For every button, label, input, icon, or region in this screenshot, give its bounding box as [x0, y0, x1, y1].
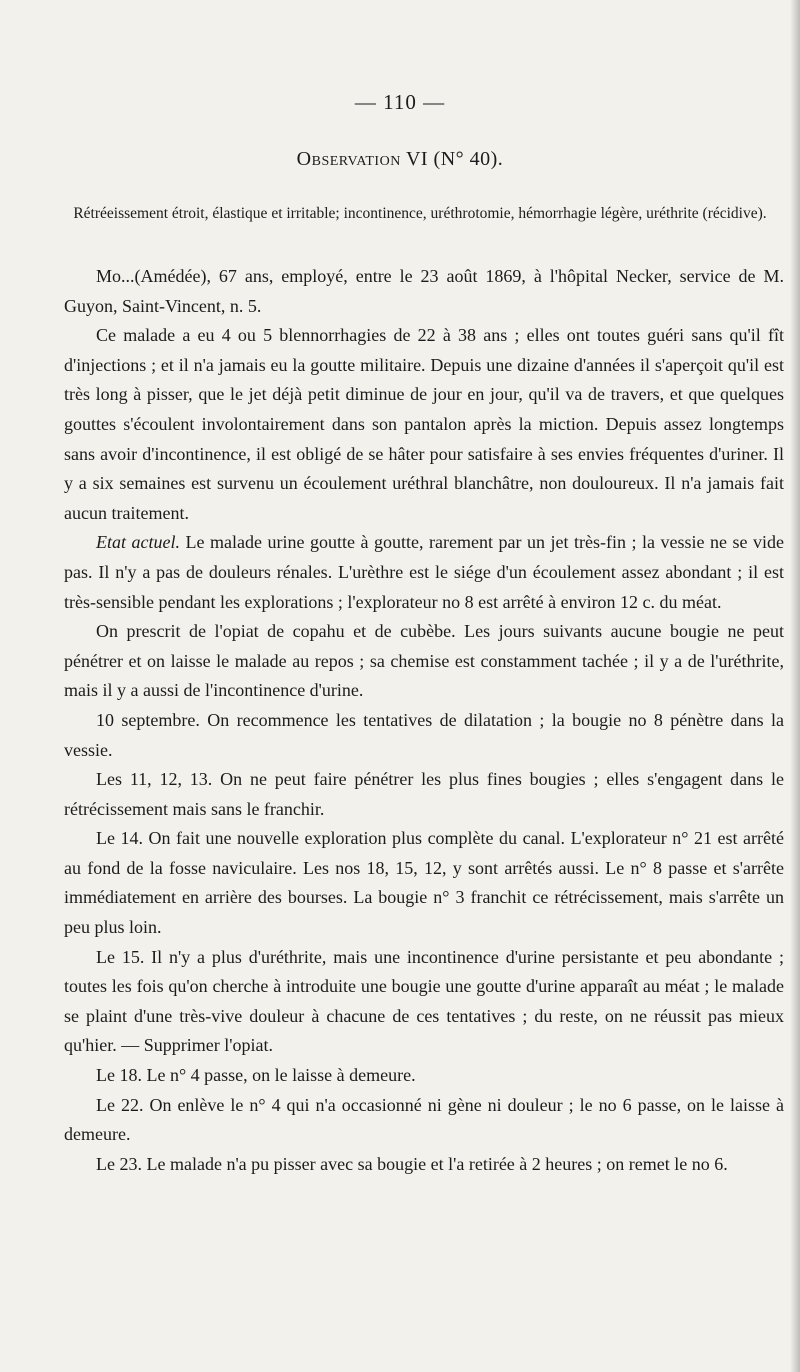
- current-state-label: Etat actuel.: [96, 532, 180, 553]
- page-edge-shadow: [790, 0, 800, 1372]
- current-state-text: Le malade urine goutte à goutte, rarement par un jet très-fin ; la vessie ne se vide pas. Il n'y a pas de douleurs rénales. L'urèthre est le siége d'un écoulement assez abondant ; il est très-sensible pendant les explorations ; l'explorateur no 8 est arrêté à environ 12 c. du méat.: [64, 532, 784, 612]
- page-number: — 110 —: [354, 90, 446, 114]
- paragraph-sept-10: 10 septembre. On recommence les tentatives de dilatation ; la bougie no 8 pénètre dans la vessie.: [64, 709, 784, 760]
- observation-summary: Rétréeissement étroit, élastique et irritable; incontinence, uréthrotomie, hémorrhagie légère, uréthrite (récidive).: [73, 205, 767, 222]
- observation-title: Observation VI (N° 40).: [296, 148, 504, 170]
- paragraph-day-14: Le 14. On fait une nouvelle exploration plus complète du canal. L'explorateur n° 21 est arrêté au fond de la fosse naviculaire. Les nos 18, 15, 12, y sont arrêtés aussi. Le n° 8 passe et s'arrête immédiatement en arrière des bourses. La bougie n° 3 franchit ce rétrécissement, mais s'arrête un peu plus loin.: [64, 828, 784, 938]
- observation-body: [64, 262, 784, 1179]
- paragraph-day-15: Le 15. Il n'y a plus d'uréthrite, mais une incontinence d'urine persistante et peu abondante ; toutes les fois qu'on cherche à introduite une bougie une goutte d'urine apparaît au méat ; le malade se plaint d'une très-vive douleur à chacune de ces tentatives ; du reste, on ne réussit pas mieux qu'hier. — Supprimer l'opiat.: [64, 946, 784, 1056]
- paragraph-day-18: Le 18. Le n° 4 passe, on le laisse à demeure.: [96, 1065, 416, 1086]
- paragraph-prescription: On prescrit de l'opiat de copahu et de cubèbe. Les jours suivants aucune bougie ne peut pénétrer et on laisse le malade au repos ; sa chemise est constamment tachée ; il y a de l'uréthrite, mais il y a aussi de l'incontinence d'urine.: [64, 621, 784, 701]
- paragraph-current-state: [64, 528, 784, 617]
- paragraph-history: Ce malade a eu 4 ou 5 blennorrhagies de 22 à 38 ans ; elles ont toutes guéri sans qu'il fît d'injections ; et il n'a jamais eu la goutte militaire. Depuis une dizaine d'années il s'aperçoit qu'il est très long à pisser, que le jet déjà petit diminue de jour en jour, qu'il va de travers, et que quelques gouttes s'écoulent involontairement dans son pantalon après la miction. Depuis assez longtemps sans avoir d'incontinence, il est obligé de se hâter pour satisfaire à ses envies fréquentes d'uriner. Il y a six semaines est survenu un écoulement uréthral blanchâtre, non douloureux. Il n'a jamais fait aucun traitement.: [64, 325, 784, 523]
- paragraph-day-22: Le 22. On enlève le n° 4 qui n'a occasionné ni gène ni douleur ; le no 6 passe, on le laisse à demeure.: [64, 1094, 784, 1145]
- paragraph-patient-intro: Mo...(Amédée), 67 ans, employé, entre le 23 août 1869, à l'hôpital Necker, service de M. Guyon, Saint-Vincent, n. 5.: [64, 266, 784, 316]
- paragraph-day-23: Le 23. Le malade n'a pu pisser avec sa bougie et l'a retirée à 2 heures ; on remet le no 6.: [96, 1153, 728, 1174]
- paragraph-days-11-13: Les 11, 12, 13. On ne peut faire pénétrer les plus fines bougies ; elles s'engagent dans le rétrécissement mais sans le franchir.: [64, 769, 784, 819]
